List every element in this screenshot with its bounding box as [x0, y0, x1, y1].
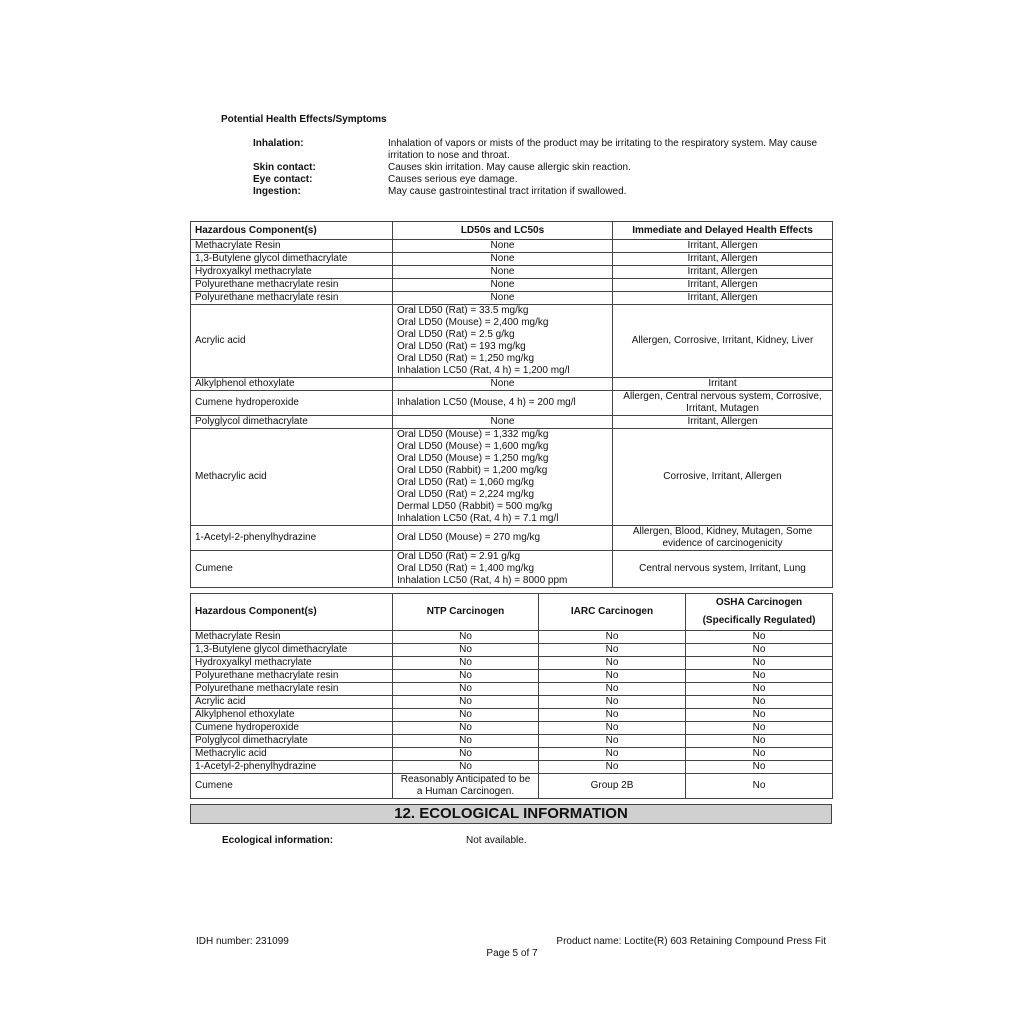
header-component: Hazardous Component(s)	[191, 594, 393, 631]
cell-osha: No	[686, 670, 833, 683]
ld50-value: None	[490, 292, 515, 303]
cell-component: Polyurethane methacrylate resin	[191, 292, 393, 305]
cell-ntp: No	[393, 670, 539, 683]
cell-component: Acrylic acid	[191, 305, 393, 378]
cell-iarc: No	[539, 644, 686, 657]
health-text: Causes skin irritation. May cause allergic skin reaction.	[388, 162, 631, 173]
ld50-value: Dermal LD50 (Rabbit) = 500 mg/kg	[397, 501, 553, 512]
table-row	[191, 240, 833, 253]
cell-ntp: No	[393, 748, 539, 761]
toxicity-table	[190, 221, 833, 588]
table-row	[191, 670, 833, 683]
health-effects-title: Potential Health Effects/Symptoms	[221, 114, 387, 125]
health-row-inhalation	[253, 138, 833, 162]
cell-iarc: No	[539, 748, 686, 761]
health-label: Ingestion:	[253, 186, 301, 197]
cell-health-effects: Allergen, Blood, Kidney, Mutagen, Some evidence of carcinogenicity	[613, 526, 833, 551]
cell-ld50	[393, 240, 613, 253]
table-header-row	[191, 594, 833, 631]
cell-health-effects: Corrosive, Irritant, Allergen	[613, 429, 833, 526]
table-row	[191, 722, 833, 735]
cell-ntp: No	[393, 696, 539, 709]
cell-ld50	[393, 391, 613, 416]
ld50-value: Inhalation LC50 (Rat, 4 h) = 8000 ppm	[397, 575, 568, 586]
health-row-eye	[253, 174, 833, 186]
ld50-value: None	[490, 240, 515, 251]
cell-iarc: No	[539, 709, 686, 722]
cell-osha: No	[686, 657, 833, 670]
cell-ld50	[393, 429, 613, 526]
table-row	[191, 279, 833, 292]
ld50-value: Inhalation LC50 (Mouse, 4 h) = 200 mg/l	[397, 397, 576, 408]
ld50-value: None	[490, 279, 515, 290]
cell-health-effects: Central nervous system, Irritant, Lung	[613, 551, 833, 588]
cell-component: Cumene hydroperoxide	[191, 391, 393, 416]
table-row	[191, 429, 833, 526]
cell-iarc: No	[539, 670, 686, 683]
cell-health-effects: Allergen, Central nervous system, Corrosive, Irritant, Mutagen	[613, 391, 833, 416]
header-osha-line1: OSHA Carcinogen	[715, 597, 803, 608]
cell-osha: No	[686, 631, 833, 644]
health-row-skin	[253, 162, 833, 174]
table-row	[191, 526, 833, 551]
cell-osha: No	[686, 709, 833, 722]
ld50-value: Oral LD50 (Mouse) = 1,250 mg/kg	[397, 453, 549, 464]
cell-ntp: No	[393, 761, 539, 774]
table-row	[191, 696, 833, 709]
table-row	[191, 683, 833, 696]
cell-ld50	[393, 305, 613, 378]
header-osha	[686, 594, 833, 631]
cell-ntp: No	[393, 722, 539, 735]
cell-ntp: No	[393, 644, 539, 657]
cell-ld50	[393, 292, 613, 305]
carcinogen-table	[190, 593, 833, 799]
table-row	[191, 709, 833, 722]
ld50-value: Oral LD50 (Rat) = 2.91 g/kg	[397, 551, 521, 562]
ld50-value: Oral LD50 (Mouse) = 270 mg/kg	[397, 532, 541, 543]
cell-health-effects: Irritant, Allergen	[613, 253, 833, 266]
header-osha-line2: (Specifically Regulated)	[702, 615, 816, 626]
ld50-value: Oral LD50 (Rat) = 1,060 mg/kg	[397, 477, 535, 488]
cell-component: Methacrylate Resin	[191, 240, 393, 253]
toxicity-table-body	[191, 240, 833, 588]
table-row	[191, 253, 833, 266]
ld50-value: None	[490, 253, 515, 264]
ld50-value: Oral LD50 (Rat) = 2.5 g/kg	[397, 329, 515, 340]
cell-component: 1,3-Butylene glycol dimethacrylate	[191, 644, 393, 657]
footer-page-number: Page 5 of 7	[486, 948, 538, 959]
table-row	[191, 644, 833, 657]
table-row	[191, 631, 833, 644]
ld50-value: None	[490, 266, 515, 277]
cell-health-effects: Irritant	[613, 378, 833, 391]
cell-osha: No	[686, 722, 833, 735]
cell-osha: No	[686, 748, 833, 761]
health-label: Eye contact:	[253, 174, 313, 185]
cell-ntp: No	[393, 735, 539, 748]
cell-iarc: No	[539, 696, 686, 709]
cell-iarc: No	[539, 722, 686, 735]
cell-osha: No	[686, 696, 833, 709]
cell-ld50	[393, 526, 613, 551]
cell-component: Polyurethane methacrylate resin	[191, 683, 393, 696]
ld50-value: None	[490, 378, 515, 389]
health-text: May cause gastrointestinal tract irritation if swallowed.	[388, 186, 627, 197]
cell-component: 1-Acetyl-2-phenylhydrazine	[191, 761, 393, 774]
cell-component: Acrylic acid	[191, 696, 393, 709]
ld50-value: Oral LD50 (Rat) = 2,224 mg/kg	[397, 489, 535, 500]
cell-component: Alkylphenol ethoxylate	[191, 709, 393, 722]
cell-ld50	[393, 416, 613, 429]
ld50-value: Inhalation LC50 (Rat, 4 h) = 7.1 mg/l	[397, 513, 559, 524]
table-row	[191, 735, 833, 748]
table-row	[191, 391, 833, 416]
ecological-info-label: Ecological information:	[222, 835, 334, 846]
cell-component: Methacrylate Resin	[191, 631, 393, 644]
cell-ld50	[393, 551, 613, 588]
ld50-value: Oral LD50 (Mouse) = 2,400 mg/kg	[397, 317, 549, 328]
cell-ld50	[393, 279, 613, 292]
cell-health-effects: Irritant, Allergen	[613, 279, 833, 292]
cell-osha: No	[686, 735, 833, 748]
table-row	[191, 266, 833, 279]
cell-osha: No	[686, 761, 833, 774]
cell-component: Methacrylic acid	[191, 748, 393, 761]
ld50-value: Inhalation LC50 (Rat, 4 h) = 1,200 mg/l	[397, 365, 570, 376]
cell-component: Polyglycol dimethacrylate	[191, 416, 393, 429]
table-row	[191, 748, 833, 761]
ecological-info-value: Not available.	[466, 835, 527, 846]
table-row	[191, 378, 833, 391]
cell-component: Polyurethane methacrylate resin	[191, 279, 393, 292]
cell-ntp: No	[393, 709, 539, 722]
ld50-value: Oral LD50 (Rat) = 193 mg/kg	[397, 341, 526, 352]
footer-product-name: Product name: Loctite(R) 603 Retaining Compound Press Fit	[556, 936, 826, 947]
cell-component: Cumene	[191, 551, 393, 588]
cell-osha: No	[686, 683, 833, 696]
cell-osha: No	[686, 644, 833, 657]
cell-component: 1-Acetyl-2-phenylhydrazine	[191, 526, 393, 551]
cell-ntp: No	[393, 631, 539, 644]
ld50-value: Oral LD50 (Rat) = 1,250 mg/kg	[397, 353, 535, 364]
cell-iarc: No	[539, 657, 686, 670]
health-label: Inhalation:	[253, 138, 304, 149]
cell-iarc: No	[539, 761, 686, 774]
health-row-ingestion	[253, 186, 833, 198]
cell-component: 1,3-Butylene glycol dimethacrylate	[191, 253, 393, 266]
cell-ld50	[393, 253, 613, 266]
cell-health-effects: Irritant, Allergen	[613, 416, 833, 429]
carcinogen-table-body	[191, 631, 833, 799]
cell-component: Methacrylic acid	[191, 429, 393, 526]
cell-component: Polyglycol dimethacrylate	[191, 735, 393, 748]
table-header-row	[191, 222, 833, 240]
cell-iarc: No	[539, 631, 686, 644]
cell-component: Cumene	[191, 774, 393, 799]
ld50-value: Oral LD50 (Rabbit) = 1,200 mg/kg	[397, 465, 548, 476]
footer-idh-number: IDH number: 231099	[196, 936, 289, 947]
header-component: Hazardous Component(s)	[191, 222, 393, 240]
cell-osha: No	[686, 774, 833, 799]
cell-component: Polyurethane methacrylate resin	[191, 670, 393, 683]
cell-iarc: No	[539, 735, 686, 748]
health-text: Causes serious eye damage.	[388, 174, 518, 185]
cell-ld50	[393, 266, 613, 279]
cell-health-effects: Irritant, Allergen	[613, 266, 833, 279]
table-row	[191, 761, 833, 774]
cell-iarc: Group 2B	[539, 774, 686, 799]
table-row	[191, 292, 833, 305]
cell-component: Alkylphenol ethoxylate	[191, 378, 393, 391]
cell-ntp: No	[393, 657, 539, 670]
ld50-value: None	[490, 416, 515, 427]
cell-component: Hydroxyalkyl methacrylate	[191, 657, 393, 670]
table-row	[191, 657, 833, 670]
cell-health-effects: Irritant, Allergen	[613, 240, 833, 253]
cell-ntp: No	[393, 683, 539, 696]
cell-health-effects: Irritant, Allergen	[613, 292, 833, 305]
cell-ld50	[393, 378, 613, 391]
ld50-value: Oral LD50 (Rat) = 1,400 mg/kg	[397, 563, 535, 574]
table-row	[191, 305, 833, 378]
table-row	[191, 416, 833, 429]
header-iarc: IARC Carcinogen	[539, 594, 686, 631]
health-text: Inhalation of vapors or mists of the product may be irritating to the respiratory system. May cause irritation to nose and throat.	[388, 138, 818, 161]
header-ld50: LD50s and LC50s	[393, 222, 613, 240]
cell-component: Hydroxyalkyl methacrylate	[191, 266, 393, 279]
header-ntp: NTP Carcinogen	[393, 594, 539, 631]
ld50-value: Oral LD50 (Mouse) = 1,600 mg/kg	[397, 441, 549, 452]
cell-health-effects: Allergen, Corrosive, Irritant, Kidney, Liver	[613, 305, 833, 378]
table-row	[191, 774, 833, 799]
health-label: Skin contact:	[253, 162, 316, 173]
cell-ntp: Reasonably Anticipated to be a Human Carcinogen.	[393, 774, 539, 799]
ld50-value: Oral LD50 (Mouse) = 1,332 mg/kg	[397, 429, 549, 440]
section-12-header: 12. ECOLOGICAL INFORMATION	[190, 804, 832, 824]
ld50-value: Oral LD50 (Rat) = 33.5 mg/kg	[397, 305, 529, 316]
table-row	[191, 551, 833, 588]
header-health-effects: Immediate and Delayed Health Effects	[613, 222, 833, 240]
cell-iarc: No	[539, 683, 686, 696]
cell-component: Cumene hydroperoxide	[191, 722, 393, 735]
